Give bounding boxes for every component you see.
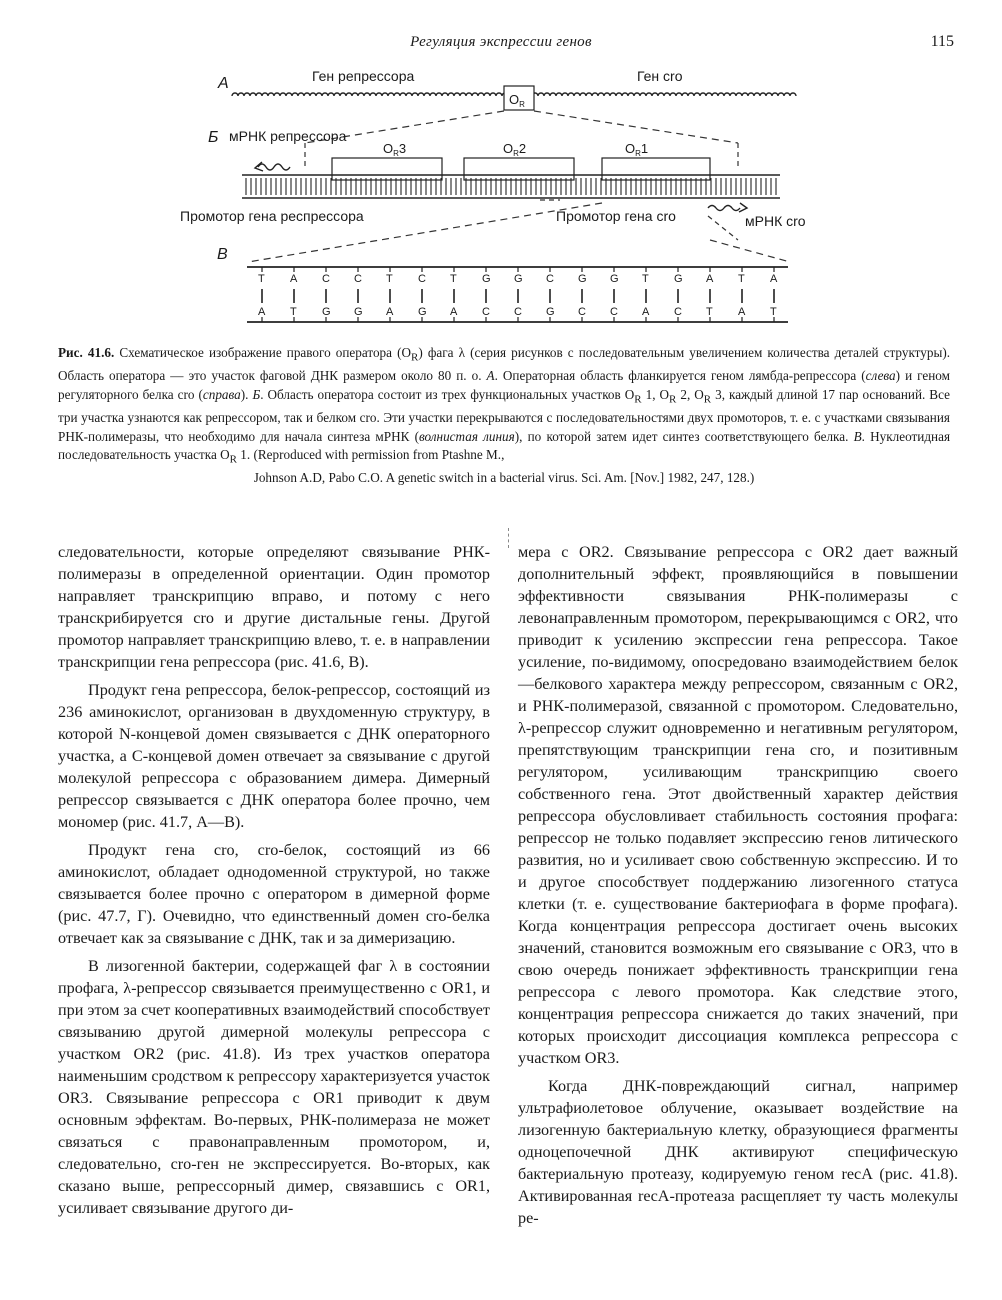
paragraph: Продукт гена cro, cro-белок, состоящий из 66 аминокислот, обладает однодоменной структурой, но также связывается более прочно с оператором в димерной форме (рис. 47.7, Г). Очевидно, что единственный домен cro-белка отвечает как за связывание с ДНК, так и за димеризацию. bbox=[58, 841, 490, 947]
base-bottom: C bbox=[674, 306, 682, 318]
base-top: G bbox=[674, 273, 683, 285]
base-top: A bbox=[770, 273, 778, 285]
left-column bbox=[58, 541, 490, 1219]
page-number: 115 bbox=[930, 33, 954, 50]
base-bottom: A bbox=[450, 306, 458, 318]
base-bottom: G bbox=[322, 306, 331, 318]
base-top: C bbox=[354, 273, 362, 285]
column-divider bbox=[508, 528, 509, 548]
site-or3-label: $O_R3$ bbox=[383, 141, 407, 158]
site-or3-box bbox=[332, 158, 442, 180]
site-or2-box bbox=[464, 158, 574, 180]
gene-cro-label: Ген cro bbox=[637, 68, 683, 84]
mrna-repressor-label: мРНК репрессора bbox=[229, 128, 347, 144]
caption-citation: Johnson A.D, Pabo C.O. A genetic switch in a bacterial virus. Sci. Am. [Nov.] 1982, 247, 128.) bbox=[253, 470, 755, 486]
site-or2-label: $O_R2$ bbox=[503, 141, 527, 158]
base-bottom: C bbox=[578, 306, 586, 318]
mrna-cro-label: мРНК cro bbox=[745, 213, 806, 229]
mrna-cro-wavy-line bbox=[708, 206, 740, 211]
zoom-line bbox=[534, 111, 738, 143]
nucleotide-sequence bbox=[258, 267, 778, 322]
paragraph: Когда ДНК-повреждающий сигнал, например ультрафиолетовое облучение, оказывает воздействие на лизогенную бактериальную клетку, образующиеся фрагменты одноцепочечной ДНК активируют специфическую бактериальную протеазу, кодируемую геном recA (рис. 41.8). Активированная recA-протеаза расщепляет ту часть молекулы ре- bbox=[518, 1077, 958, 1227]
base-bottom: A bbox=[386, 306, 394, 318]
base-bottom: T bbox=[290, 306, 297, 318]
base-top: T bbox=[258, 273, 265, 285]
base-top: A bbox=[706, 273, 714, 285]
base-bottom: A bbox=[642, 306, 650, 318]
base-top: C bbox=[546, 273, 554, 285]
mrna-repressor-wavy-line bbox=[258, 164, 290, 170]
paragraph: Продукт гена репрессора, белок-репрессор, состоящий из 236 аминокислот, организован в двухдоменную структуру, в которой N-концевой домен связывается с ДНК операторного участка, а С-концевой домен отвечает за связывание с другой молекулой репрессора с образованием димера. Димерный репрессор связывается с ДНК оператора более прочно, чем мономер (рис. 41.7, А—В). bbox=[58, 681, 490, 831]
figure-caption: Рис. 41.6. Схематическое изображение правого оператора $(O_R)$ фага λ (серия рисунков с последовательным увеличением количества деталей структуры). Область оператора — это участок фаговой ДНК размером около 80 п. о. А. Операторная область фланкируется геном лямбда-репрессора (слева) и геном регуляторного белка cro (справа). Б. Область оператора состоит из трех функциональных участков $O_R$ 1, $O_R$ 2, $O_R$ 3, каждый длиной 17 пар оснований. Все три участка узнаются как репрессором, так и белком cro. Эти участки перекрываются с последовательностями двух промоторов, т. е. с участками связывания РНК-полимеразы, что необходимо для начала синтеза мРНК (волнистая линия), по которой затем идет синтез соответствующего белка. В. Нуклеотидная последовательность участка $O_R$ 1. (Reproduced with permission from Ptashne M., Johnson A.D, Pabo C.O. A genetic switch in a bacterial virus. Sci. Am. [Nov.] 1982, 247, 128.) bbox=[58, 344, 950, 488]
base-top: C bbox=[322, 273, 330, 285]
base-bottom: T bbox=[706, 306, 713, 318]
dna-ladder-rungs bbox=[246, 178, 776, 195]
base-top: T bbox=[450, 273, 457, 285]
base-top: G bbox=[578, 273, 587, 285]
gene-repressor-label: Ген репрессора bbox=[312, 68, 415, 84]
base-top: T bbox=[738, 273, 745, 285]
base-top: G bbox=[610, 273, 619, 285]
base-bottom: G bbox=[354, 306, 363, 318]
caption-label: Рис. 41.6. bbox=[58, 345, 115, 360]
promoter-repressor-label: Промотор гена респрессора bbox=[180, 208, 364, 224]
paragraph: мера с OR2. Связывание репрессора с OR2 дает важный дополнительный эффект, проявляющийся в повышении эффективности связывания РНК-полимеразы с левонаправленным промотором, перекрывающимся с OR2, что приводит к усилению экспрессии гена репрессора. Такое усиление, по-видимому, опосредовано взаимодействием белок—белкового характера между репрессором, связанным с OR2, и РНК-полимеразой, связанной с промотором. Следовательно, λ-репрессор служит одновременно и негативным регулятором, препятствующим транскрипции гена cro, и позитивным регулятором, усиливающим транскрипцию своего собственного гена. Этот двойственный характер действия репрессора обусловливает стабильность состояния профага: репрессор не только подавляет экспрессию генов литического развития, но и усиливает свою собственную экспрессию. И то и другое способствует поддержанию лизогенного статуса клетки (т. е. существование бактериофага в форме профага). Когда концентрация репрессора достигает очень высоких значений, становится возможным его связывание с OR3, что в свою очередь понижает эффективность транскрипции гена репрессора с левого промотора. Как следствие этого, концентрация репрессора снижается до таких значений, при которых происходит диссоциация комплекса репрессора с участком OR3. bbox=[518, 543, 958, 1067]
base-top: T bbox=[386, 273, 393, 285]
panel-a-label: А bbox=[218, 75, 229, 92]
base-bottom: C bbox=[482, 306, 490, 318]
figure-41-6 bbox=[0, 0, 1002, 330]
panel-c-label: В bbox=[217, 246, 228, 263]
promoter-cro-label: Промотор гена cro bbox=[556, 208, 676, 224]
paragraph: В лизогенной бактерии, содержащей фаг λ в состоянии профага, λ-репрессор связывается преимущественно с OR1, и при этом за счет кооперативных взаимодействий способствует связыванию другой димерной молекулы репрессора с участком OR2 (рис. 41.8). Из трех участков оператора наименьшим сродством к репрессору характеризуется участок OR3. Связывание репрессора с OR1 приводит к двум основным эффектам. Во-первых, РНК-полимераза не может связаться с правонаправленным промотором, и, следовательно, cro-ген не экспрессируется. Во-вторых, как сказано выше, репрессорный димер, связавшись с OR1, усиливает связывание другого ди- bbox=[58, 957, 490, 1217]
right-column bbox=[518, 541, 958, 1229]
site-or1-label: $O_R1$ bbox=[625, 141, 649, 158]
paragraph: следовательности, которые определяют связывание РНК-полимеразы в определенной ориентации. Один промотор направляет транскрипцию вправо, и потому с него транскрибируется cro и другие дистальные гены. Другой промотор направляет транскрипцию влево, т. е. в направлении транскрипции гена репрессора (рис. 41.6, В). bbox=[58, 543, 490, 671]
base-bottom: C bbox=[514, 306, 522, 318]
site-or1-box bbox=[602, 158, 710, 180]
base-top: G bbox=[514, 273, 523, 285]
base-bottom: G bbox=[546, 306, 555, 318]
operator-box-label: $O_R$ bbox=[509, 92, 525, 109]
panel-b-label: Б bbox=[208, 129, 219, 146]
base-top: C bbox=[418, 273, 426, 285]
base-top: T bbox=[642, 273, 649, 285]
base-bottom: G bbox=[418, 306, 427, 318]
zoom-line bbox=[708, 216, 738, 240]
base-bottom: A bbox=[738, 306, 746, 318]
zoom-line bbox=[710, 240, 790, 262]
base-bottom: T bbox=[770, 306, 777, 318]
base-bottom: C bbox=[610, 306, 618, 318]
mrna-arrow-right bbox=[739, 203, 747, 212]
running-header: Регуляция экспрессии генов bbox=[410, 34, 592, 50]
base-top: A bbox=[290, 273, 298, 285]
base-top: G bbox=[482, 273, 491, 285]
base-bottom: A bbox=[258, 306, 266, 318]
